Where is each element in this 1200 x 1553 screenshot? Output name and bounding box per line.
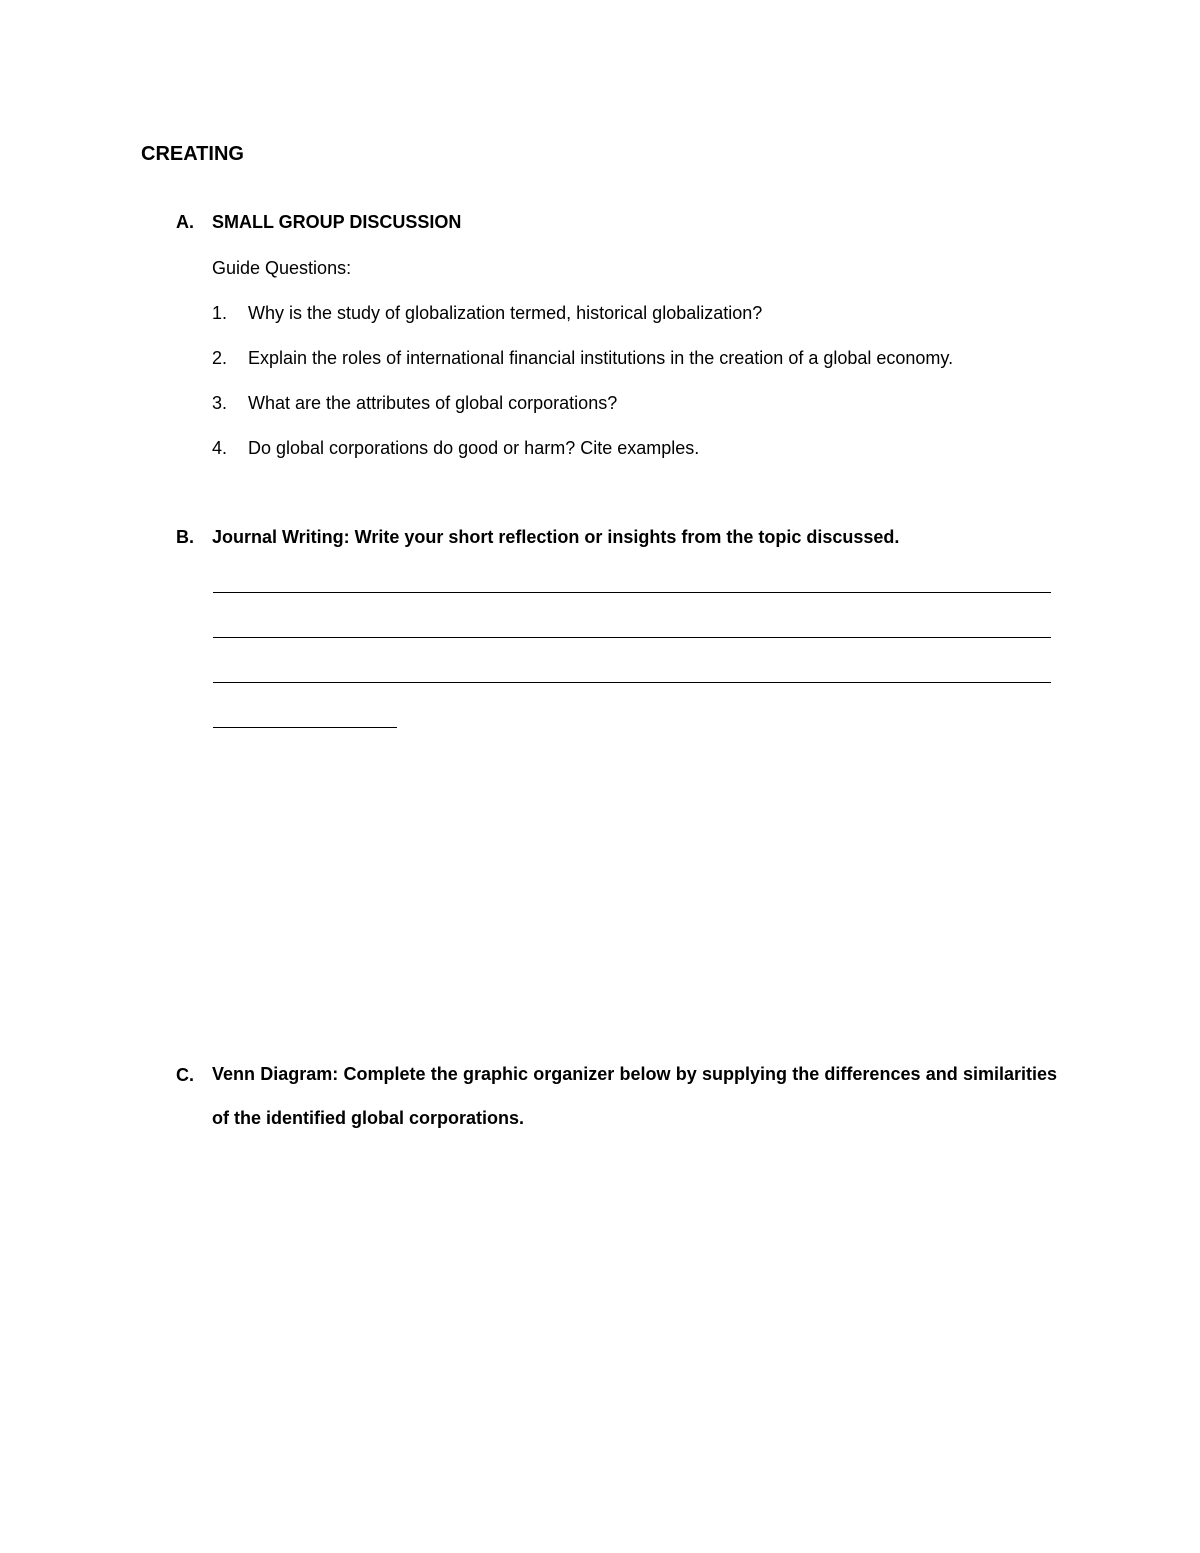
question-3-text: What are the attributes of global corporations? <box>248 393 618 413</box>
answer-line-1[interactable] <box>213 592 1051 593</box>
answer-line-2[interactable] <box>213 637 1051 638</box>
answer-line-3[interactable] <box>213 682 1051 683</box>
question-3-number: 3. <box>212 393 228 413</box>
question-1-text: Why is the study of globalization termed, historical globalization? <box>248 303 763 323</box>
guide-questions-label: Guide Questions: <box>212 258 352 278</box>
question-4-number: 4. <box>212 438 228 458</box>
section-a-title: SMALL GROUP DISCUSSION <box>212 212 462 232</box>
section-c-letter: C. <box>176 1065 194 1085</box>
page-heading: CREATING <box>141 143 244 165</box>
question-1-number: 1. <box>212 303 228 323</box>
answer-line-4[interactable] <box>213 727 397 728</box>
section-b-letter: B. <box>176 527 194 547</box>
section-a-letter: A. <box>176 212 194 232</box>
question-2-text: Explain the roles of international financial institutions in the creation of a global economy. <box>248 348 954 368</box>
question-2-number: 2. <box>212 348 228 368</box>
section-c-text: Venn Diagram: Complete the graphic organizer below by supplying the differences and similarities of the identified global corporations. <box>212 1064 1057 1128</box>
section-b-title: Journal Writing: Write your short reflection or insights from the topic discussed. <box>212 527 900 547</box>
question-4-text: Do global corporations do good or harm? Cite examples. <box>248 438 700 458</box>
